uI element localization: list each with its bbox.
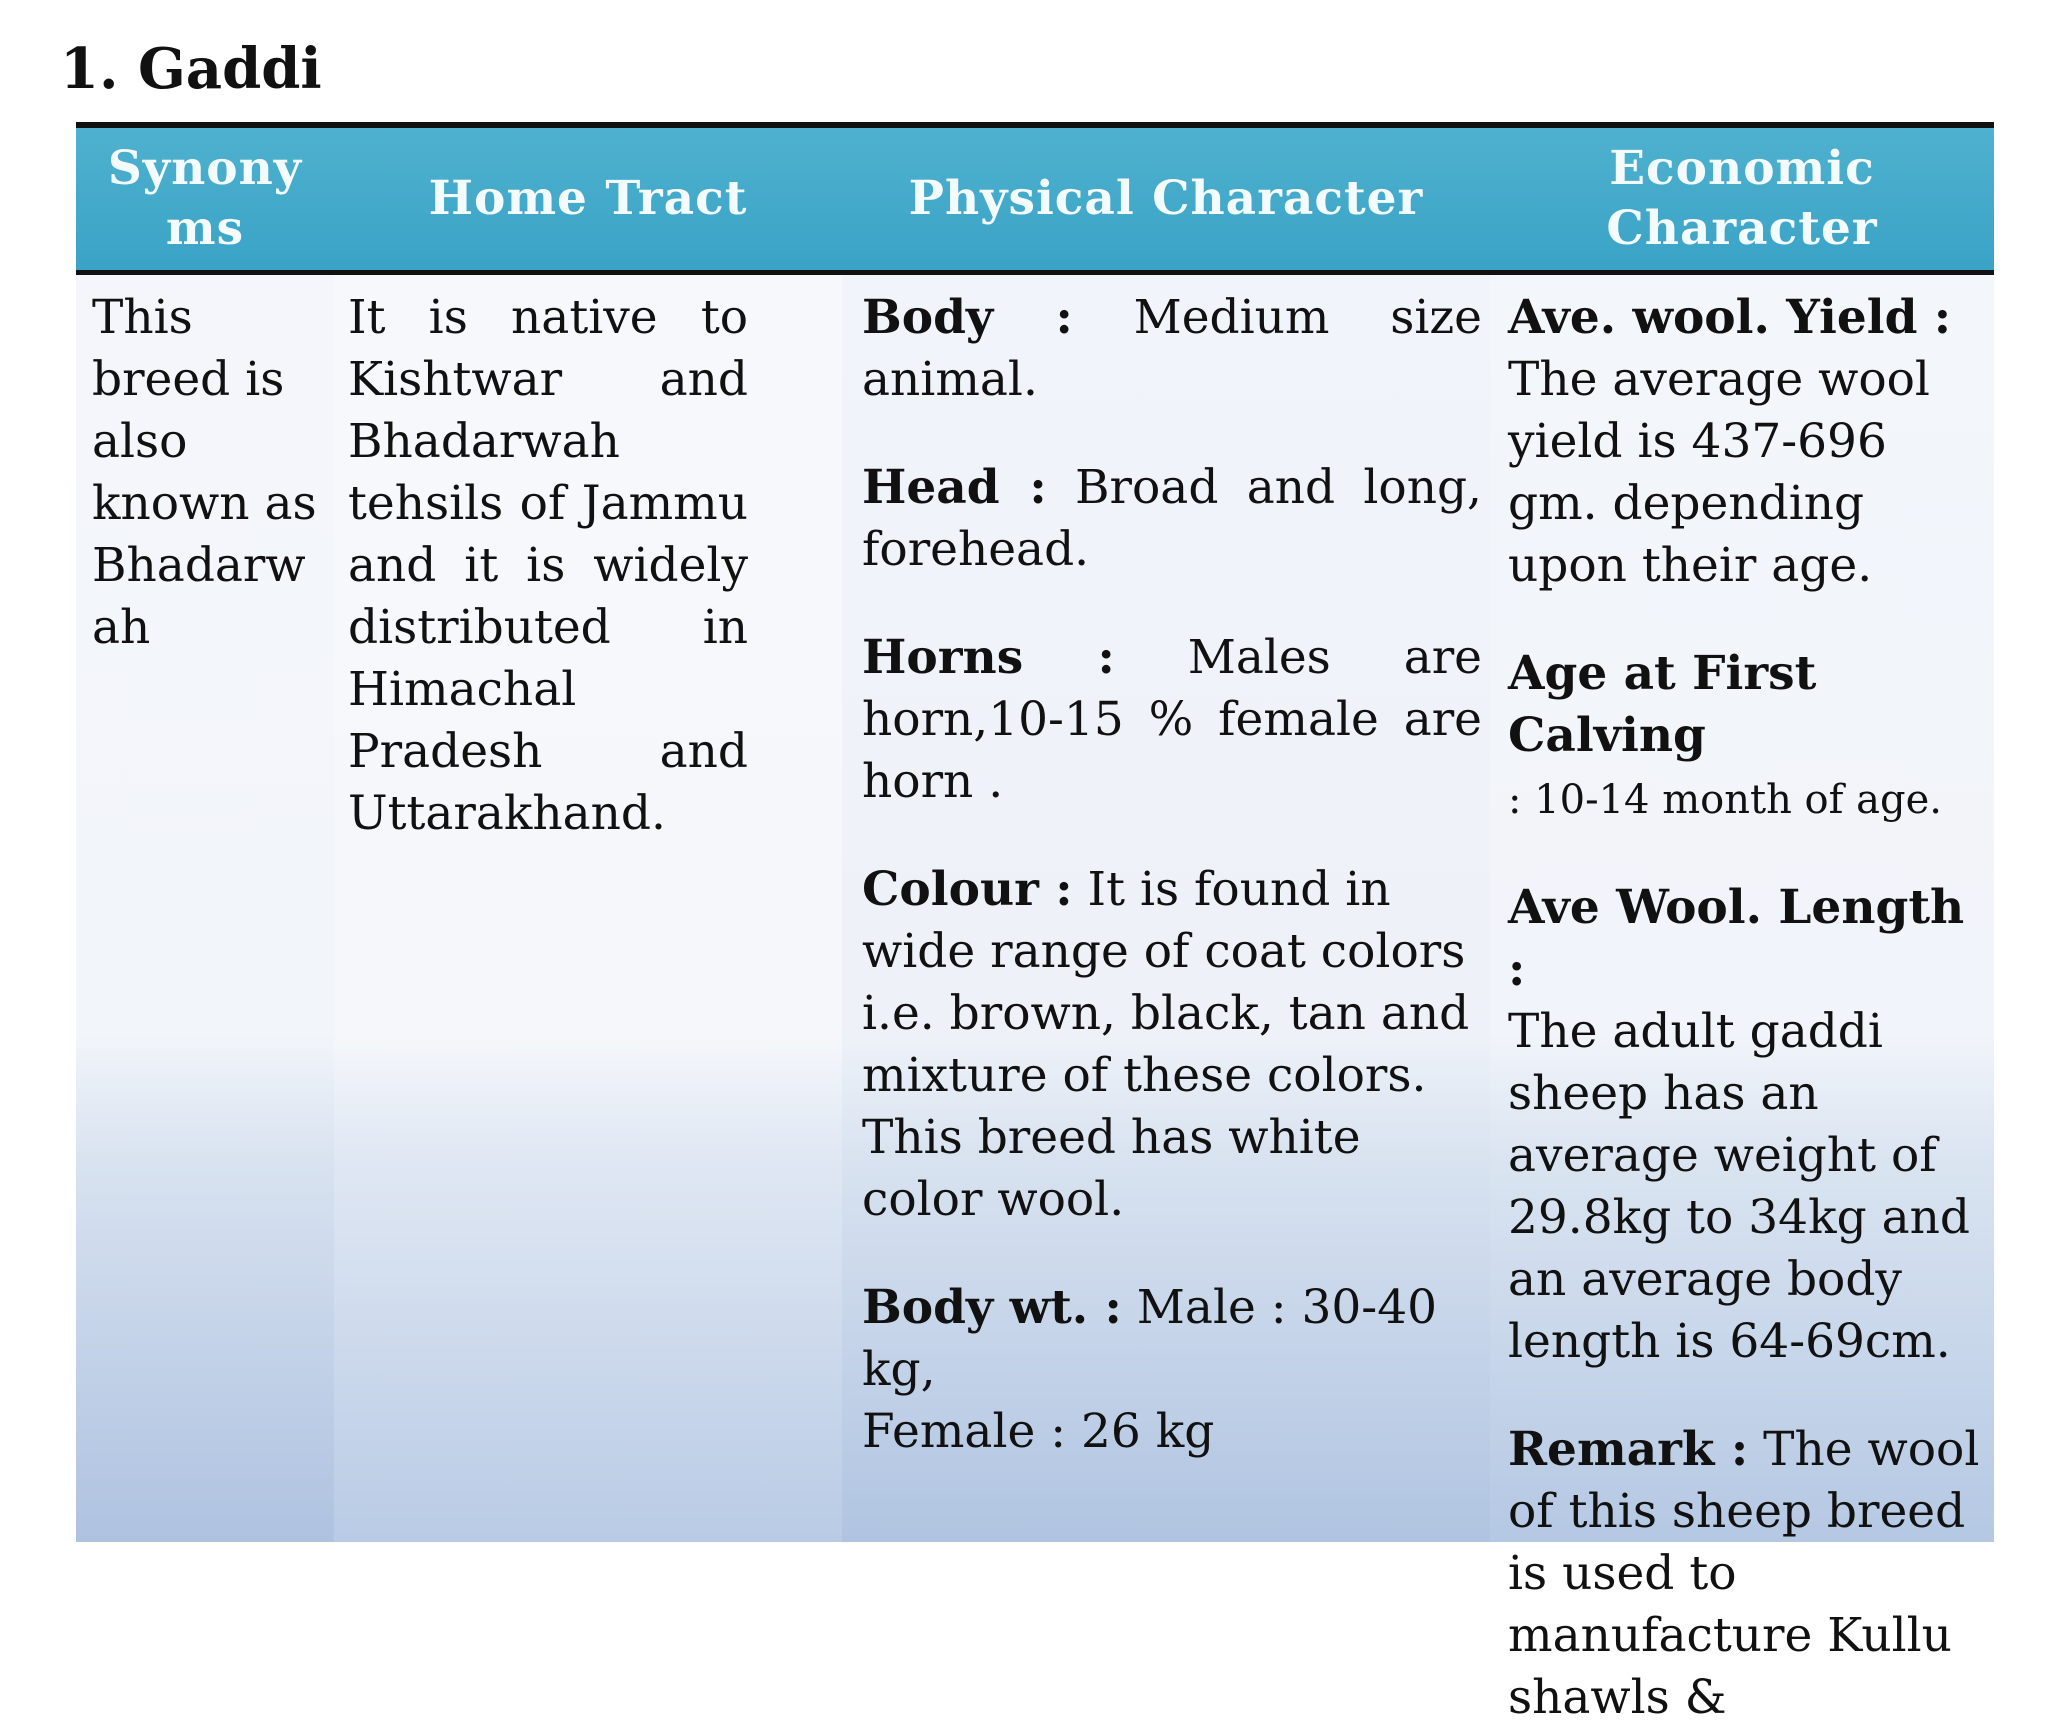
colour-entry: Colour : It is found in wide range of coat colors i.e. brown, black, tan and mixture of these colors. This breed has white color wool. (862, 862, 1470, 1227)
body-entry: Body : Medium size animal. (862, 290, 1482, 407)
physical-character-cell (842, 275, 1490, 1542)
page-title: 1. Gaddi (60, 36, 322, 102)
header-synonyms: Synony ms (107, 141, 303, 256)
body-weight-female: Female : 26 kg (862, 1404, 1215, 1459)
wool-yield-entry: Ave. wool. Yield : The average wool yield is 437-696 gm. depending upon their age. (1508, 290, 1952, 593)
wool-length-entry: Ave Wool. Length : The adult gaddi sheep has an average weight of 29.8kg to 34kg and an average body length is 64-69cm. (1508, 880, 1970, 1369)
synonyms-text: This breed is also known as Bhadarw ah (92, 290, 317, 655)
table-header-row (76, 128, 1994, 275)
table-body (76, 275, 1994, 1725)
header-economic-character: Economic Character (1606, 141, 1878, 256)
header-home-tract: Home Tract (428, 171, 748, 226)
synonyms-cell (76, 275, 334, 1542)
economic-character-cell (1490, 275, 1994, 1725)
calving-entry: Age at First Calving : 10-14 month of age. (1508, 646, 1942, 823)
breed-table (76, 122, 1994, 1725)
head-entry: Head : Broad and long, forehead. (862, 460, 1483, 577)
home-tract-text: It is native to Kishtwar and Bhadarwah tehsils of Jammu and it is widely distributed in Himachal Pradesh and Uttarakhand. (348, 290, 748, 841)
remark-entry: Remark : The wool of this sheep breed is used to manufacture Kullu shawls & (1508, 1422, 1980, 1725)
home-tract-cell (334, 275, 842, 1542)
horns-entry: Horns : Males are horn,10-15 % female are horn . (862, 630, 1482, 809)
body-weight-entry: Body wt. : Male : 30-40 kg, (862, 1280, 1437, 1397)
header-physical-character: Physical Character (908, 171, 1424, 226)
